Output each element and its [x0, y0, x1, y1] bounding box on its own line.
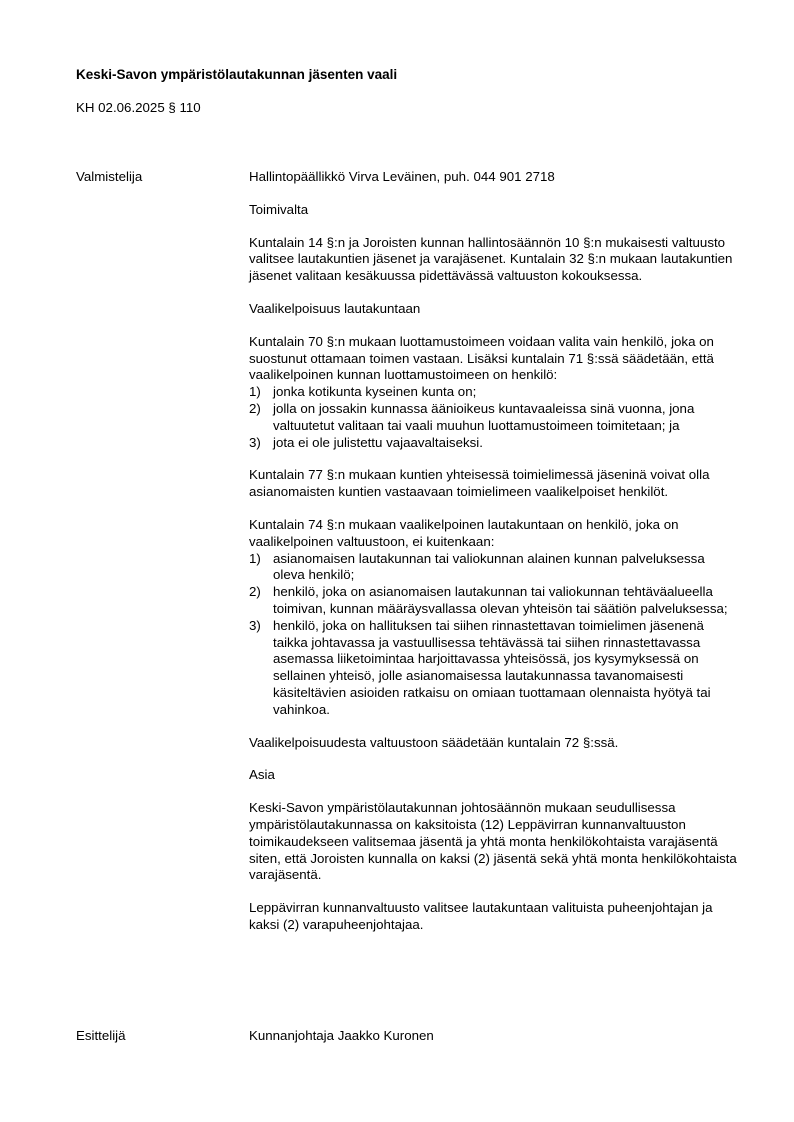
presenter-label: Esittelijä	[76, 1028, 126, 1043]
list-item-number: 2)	[249, 400, 261, 416]
kl74-intro: Kuntalain 74 §:n mukaan vaalikelpoinen lautakuntaan on henkilö, joka on vaalikelpoinen valtuustoon, ei kuitenkaan:	[249, 516, 679, 549]
list-item	[249, 618, 739, 719]
asia-text-1: Keski-Savon ympäristölautakunnan johtosäännön mukaan seudullisessa ympäristölautakunnassa on kaksitoista (12) Leppävirran kunnanvaltuuston toimikaudekseen valitsemaa jäsentä ja yhtä monta henkilökohtaista varajäsentä siten, että Joroisten kunnalla on kaksi (2) jäsentä sekä yhtä monta henkilökohtaista varajäsentä.	[249, 800, 737, 883]
asia-heading: Asia	[249, 767, 275, 783]
kl77-text: Kuntalain 77 §:n mukaan kuntien yhteisessä toimielimessä jäseninä voivat olla asianomaisten kuntien vastaavaan toimielimeen vaalikelpoiset henkilöt.	[249, 467, 710, 500]
kl70-list	[249, 384, 739, 451]
list-item-number: 1)	[249, 550, 261, 566]
meeting-reference: KH 02.06.2025 § 110	[76, 100, 201, 115]
kl70-intro: Kuntalain 70 §:n mukaan luottamustoimeen voidaan valita vain henkilö, joka on suostunut ottamaan toimen vastaan. Lisäksi kuntalain 71 §:ssä säädetään, että vaalikelpoinen kunnan luottamustoimeen on henkilö:	[249, 333, 714, 383]
list-item-number: 1)	[249, 384, 261, 400]
list-item	[249, 401, 739, 435]
document-body	[249, 169, 739, 950]
toimivalta-text: Kuntalain 14 §:n ja Joroisten kunnan hallintosäännön 10 §:n mukaisesti valtuusto valitsee lautakuntien jäsenet ja varajäsenet. Kuntalain 32 §:n mukaan lautakuntien jäsenet valitaan kesäkuussa pidettävässä valtuuston kokouksessa.	[249, 234, 733, 284]
list-item-text: jolla on jossakin kunnassa äänioikeus kuntavaaleissa sinä vuonna, jona valtuutetut valitaan tai vaali muuhun luottamustoimeen toimitetaan; ja	[273, 400, 695, 433]
list-item-text: henkilö, joka on hallituksen tai siihen rinnastettavan toimielimen jäsenenä taikka johtavassa ja vastuullisessa tehtävässä tai siihen rinnastettavassa asemassa liiketoimintaa harjoittavassa yhteisössä, jos kysymyksessä on sellainen yhteisö, jolle asianomaisessa lautakunnassa tavanomaisesti käsiteltävien asioiden ratkaisu on omiaan tuottamaan olennaista hyötyä tai vahinkoa.	[273, 617, 711, 717]
list-item	[249, 384, 739, 401]
preparer-value: Hallintopäällikkö Virva Leväinen, puh. 044 901 2718	[249, 169, 555, 184]
list-item	[249, 551, 739, 585]
kl72-text: Vaalikelpoisuudesta valtuustoon säädetään kuntalain 72 §:ssä.	[249, 734, 619, 750]
list-item	[249, 584, 739, 618]
kl74-list	[249, 551, 739, 719]
list-item-text: henkilö, joka on asianomaisen lautakunnan tai valiokunnan tehtäväalueella toimivan, kunnan määräysvallassa olevan yhteisön tai säätiön palveluksessa;	[273, 584, 728, 616]
list-item-number: 3)	[249, 617, 261, 633]
document-title: Keski-Savon ympäristölautakunnan jäsenten vaali	[76, 67, 398, 82]
list-item-text: jonka kotikunta kyseinen kunta on;	[273, 384, 477, 400]
list-item-number: 3)	[249, 434, 261, 450]
list-item-text: asianomaisen lautakunnan tai valiokunnan alainen kunnan palveluksessa oleva henkilö;	[273, 550, 705, 583]
presenter-value: Kunnanjohtaja Jaakko Kuronen	[249, 1028, 434, 1043]
preparer-label: Valmistelija	[76, 169, 143, 184]
list-item	[249, 435, 739, 452]
toimivalta-heading: Toimivalta	[249, 201, 309, 217]
asia-text-2: Leppävirran kunnanvaltuusto valitsee lautakuntaan valituista puheenjohtajan ja kaksi (2) varapuheenjohtajaa.	[249, 900, 713, 932]
vaalikelpoisuus-heading: Vaalikelpoisuus lautakuntaan	[249, 300, 421, 316]
list-item-text: jota ei ole julistettu vajaavaltaiseksi.	[273, 434, 483, 450]
list-item-number: 2)	[249, 584, 261, 600]
